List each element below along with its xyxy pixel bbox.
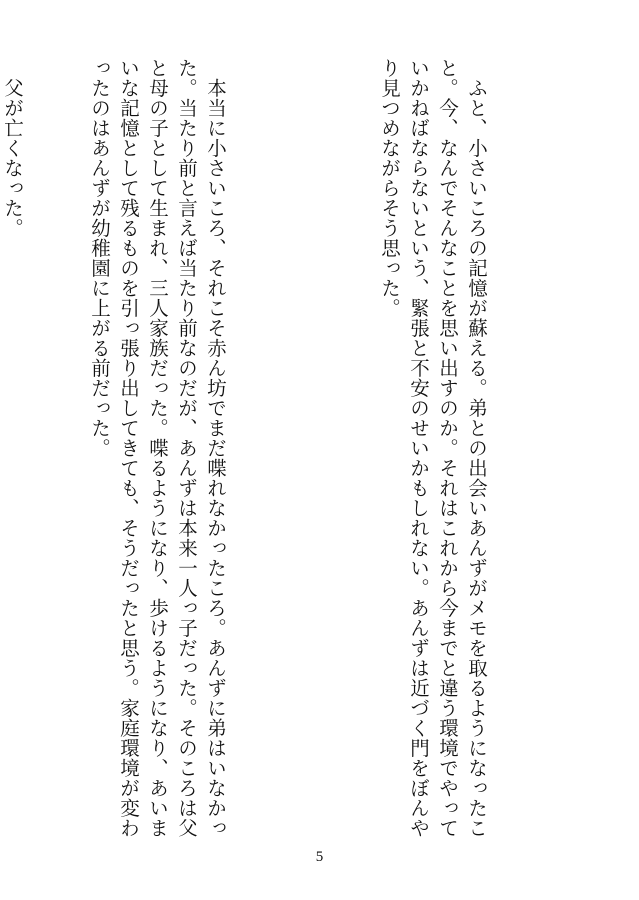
blank-line — [288, 58, 317, 838]
paragraph: ふと、小さいころの記憶が蘇える。弟との出会いあんずがメモを取るようになったこと。今、なんでそんなことを思い出すのか。それはこれから今までと違う環境でやっていかねばならないという、緊張と不安のせいかもしれない。あんずは近づく門をぼんやり見つめながらそう思った。 — [378, 58, 488, 838]
paragraph: 父が亡くなった。 — [1, 58, 24, 238]
page-number: 5 — [315, 849, 324, 865]
vertical-text-body — [0, 58, 549, 838]
paragraph: 本当に小さいころ、それこそ赤ん坊でまだ喋れなかったころ。あんずに弟はいなかった。当たり前と言えば当たり前なのだが、あんずは本来一人っ子だった。そのころは父と母の子として生まれ、三人家族だった。喋るようになり、歩けるようになり、あいまいな記憶として残るものを引っ張り出してきても、そうだったと思う。家庭環境が変わったのはあんずが幼稚園に上がる前だった。 — [88, 58, 227, 838]
